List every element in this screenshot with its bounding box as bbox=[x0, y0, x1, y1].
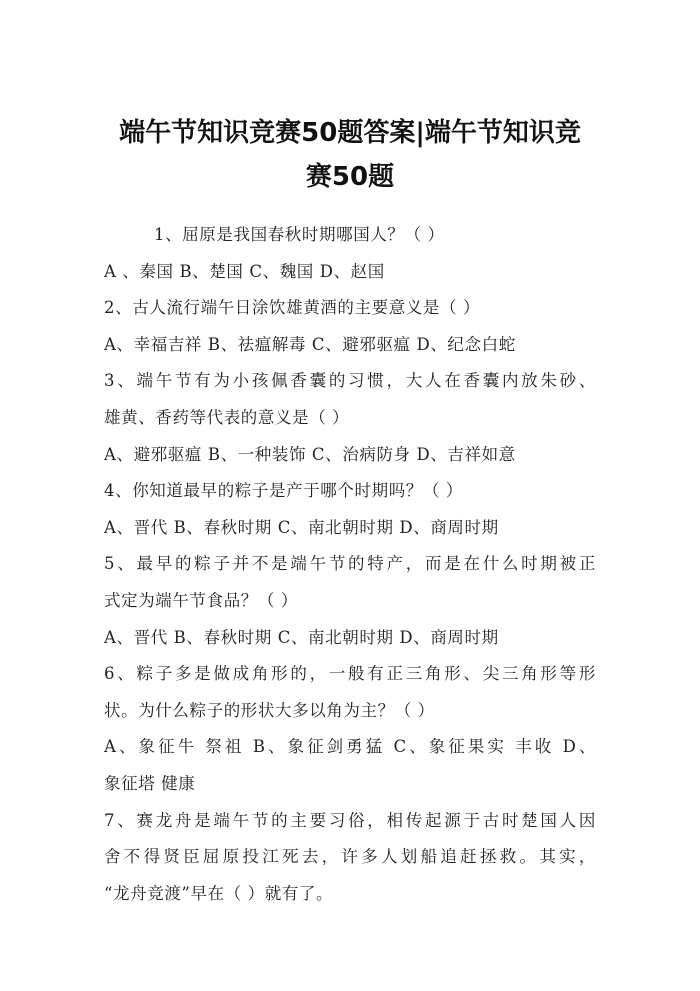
options-2: A、幸福吉祥 B、祛瘟解毒 C、避邪驱瘟 D、纪念白蛇 bbox=[104, 334, 516, 354]
question-5-part-1: 5、最早的粽子并不是端午节的特产，而是在什么时期被正 bbox=[104, 554, 596, 574]
page-title-line-1: 端午节知识竞赛50题答案|端午节知识竞 bbox=[119, 118, 581, 148]
options-6-part-2: 象征塔 健康 bbox=[104, 773, 196, 793]
question-7-part-3: “龙舟竞渡”早在（ ）就有了。 bbox=[104, 883, 334, 903]
options-1: A 、秦国 B、楚国 C、魏国 D、赵国 bbox=[104, 261, 385, 281]
question-1: 1、屈原是我国春秋时期哪国人？（ ） bbox=[154, 225, 445, 244]
question-5-part-2: 式定为端午节食品？（ ） bbox=[104, 590, 298, 610]
options-3: A、避邪驱瘟 B、一种装饰 C、治病防身 D、吉祥如意 bbox=[104, 444, 516, 464]
question-7-part-1: 7、赛龙舟是端午节的主要习俗，相传起源于古时楚国人因 bbox=[104, 810, 596, 830]
question-2: 2、古人流行端午日涂饮雄黄酒的主要意义是（ ） bbox=[104, 298, 481, 318]
question-3-part-2: 雄黄、香药等代表的意义是（ ） bbox=[104, 407, 350, 427]
question-4: 4、你知道最早的粽子是产于哪个时期吗？（ ） bbox=[104, 481, 463, 501]
page-title-line-2: 赛50题 bbox=[305, 162, 395, 192]
question-6-part-1: 6、粽子多是做成角形的，一般有正三角形、尖三角形等形 bbox=[104, 664, 596, 684]
question-7-part-2: 舍不得贤臣屈原投江死去，许多人划船追赶拯救。其实， bbox=[104, 847, 596, 867]
options-4: A、晋代 B、春秋时期 C、南北朝时期 D、商周时期 bbox=[104, 517, 499, 537]
question-3-part-1: 3、端午节有为小孩佩香囊的习惯，大人在香囊内放朱砂、 bbox=[104, 371, 596, 391]
options-6-part-1: A、象征牛 祭祖 B、象征剑勇猛 C、象征果实 丰收 D、 bbox=[104, 737, 596, 757]
question-6-part-2: 状。为什么粽子的形状大多以角为主？（ ） bbox=[104, 700, 435, 720]
document-body bbox=[104, 217, 596, 912]
options-5: A、晋代 B、春秋时期 C、南北朝时期 D、商周时期 bbox=[104, 627, 499, 647]
